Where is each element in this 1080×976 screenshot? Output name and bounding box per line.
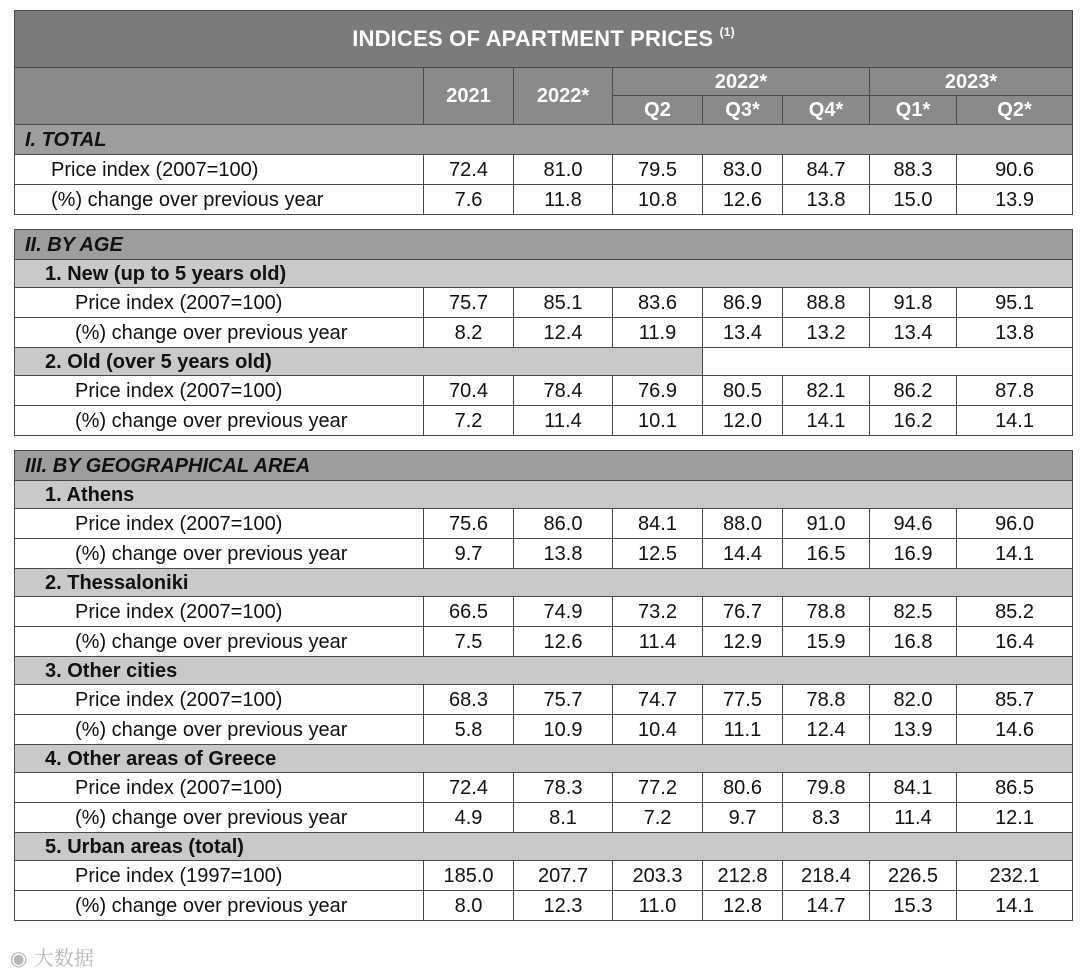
table-row bbox=[15, 597, 1073, 627]
cell: 12.5 bbox=[613, 539, 703, 569]
cell: 14.1 bbox=[783, 406, 870, 436]
cell: 203.3 bbox=[613, 861, 703, 891]
section-total bbox=[15, 125, 1073, 155]
cell: 72.4 bbox=[424, 155, 514, 185]
cell: 11.9 bbox=[613, 318, 703, 348]
cell: 12.1 bbox=[957, 803, 1073, 833]
header-blank bbox=[15, 68, 424, 125]
cell: 75.6 bbox=[424, 509, 514, 539]
row-label: (%) change over previous year bbox=[15, 318, 424, 348]
cell: 85.2 bbox=[957, 597, 1073, 627]
cell: 80.5 bbox=[703, 376, 783, 406]
cell: 10.4 bbox=[613, 715, 703, 745]
group-new bbox=[15, 260, 1073, 288]
header-q3-2022: Q3* bbox=[703, 96, 783, 125]
cell: 12.6 bbox=[514, 627, 613, 657]
cell: 7.6 bbox=[424, 185, 514, 215]
cell: 78.8 bbox=[783, 597, 870, 627]
cell: 13.8 bbox=[783, 185, 870, 215]
cell: 79.5 bbox=[613, 155, 703, 185]
table-row bbox=[15, 891, 1073, 921]
group-label: 2. Old (over 5 years old) bbox=[15, 348, 703, 376]
section-label: I. TOTAL bbox=[15, 125, 1073, 155]
cell: 16.9 bbox=[870, 539, 957, 569]
cell: 15.3 bbox=[870, 891, 957, 921]
cell: 13.9 bbox=[870, 715, 957, 745]
table-body bbox=[15, 125, 1073, 921]
cell: 80.6 bbox=[703, 773, 783, 803]
cell: 70.4 bbox=[424, 376, 514, 406]
cell: 87.8 bbox=[957, 376, 1073, 406]
cell: 12.3 bbox=[514, 891, 613, 921]
group-row bbox=[15, 657, 1073, 685]
row-label: Price index (2007=100) bbox=[15, 685, 424, 715]
section-label: III. BY GEOGRAPHICAL AREA bbox=[15, 451, 1073, 481]
cell: 85.7 bbox=[957, 685, 1073, 715]
cell: 9.7 bbox=[424, 539, 514, 569]
title-text: INDICES OF APARTMENT PRICES bbox=[352, 26, 714, 51]
title-footnote: (1) bbox=[719, 25, 735, 39]
row-label: Price index (2007=100) bbox=[15, 773, 424, 803]
cell: 96.0 bbox=[957, 509, 1073, 539]
cell: 9.7 bbox=[703, 803, 783, 833]
cell: 86.2 bbox=[870, 376, 957, 406]
cell: 74.7 bbox=[613, 685, 703, 715]
cell: 88.8 bbox=[783, 288, 870, 318]
cell: 207.7 bbox=[514, 861, 613, 891]
cell: 7.2 bbox=[424, 406, 514, 436]
cell: 5.8 bbox=[424, 715, 514, 745]
title-row bbox=[15, 11, 1073, 68]
table-row bbox=[15, 155, 1073, 185]
cell: 212.8 bbox=[703, 861, 783, 891]
cell: 66.5 bbox=[424, 597, 514, 627]
group-row bbox=[15, 569, 1073, 597]
table-title bbox=[15, 11, 1073, 68]
cell: 76.9 bbox=[613, 376, 703, 406]
group-blank bbox=[703, 348, 1073, 376]
cell: 15.0 bbox=[870, 185, 957, 215]
header-q1-2023: Q1* bbox=[870, 96, 957, 125]
cell: 73.2 bbox=[613, 597, 703, 627]
cell: 16.2 bbox=[870, 406, 957, 436]
header-2021: 2021 bbox=[424, 68, 514, 125]
group-label: 4. Other areas of Greece bbox=[15, 745, 1073, 773]
cell: 16.8 bbox=[870, 627, 957, 657]
table-row bbox=[15, 376, 1073, 406]
cell: 15.9 bbox=[783, 627, 870, 657]
group-row bbox=[15, 833, 1073, 861]
apartment-price-table bbox=[14, 10, 1073, 921]
header-row-1 bbox=[15, 68, 1073, 96]
cell: 84.7 bbox=[783, 155, 870, 185]
section-by-age bbox=[15, 230, 1073, 260]
cell: 13.4 bbox=[870, 318, 957, 348]
cell: 84.1 bbox=[613, 509, 703, 539]
row-label: (%) change over previous year bbox=[15, 185, 424, 215]
cell: 83.6 bbox=[613, 288, 703, 318]
cell: 7.5 bbox=[424, 627, 514, 657]
header-q2-2023: Q2* bbox=[957, 96, 1073, 125]
group-label: 1. New (up to 5 years old) bbox=[15, 260, 1073, 288]
cell: 12.0 bbox=[703, 406, 783, 436]
cell: 14.4 bbox=[703, 539, 783, 569]
cell: 78.8 bbox=[783, 685, 870, 715]
table-row bbox=[15, 715, 1073, 745]
spacer bbox=[15, 215, 1073, 230]
watermark: ◉ 大数据 bbox=[10, 946, 94, 970]
spacer-row bbox=[15, 436, 1073, 451]
header-group-2023: 2023* bbox=[870, 68, 1073, 96]
row-label: (%) change over previous year bbox=[15, 715, 424, 745]
cell: 11.8 bbox=[514, 185, 613, 215]
cell: 84.1 bbox=[870, 773, 957, 803]
row-label: Price index (2007=100) bbox=[15, 597, 424, 627]
cell: 13.4 bbox=[703, 318, 783, 348]
cell: 81.0 bbox=[514, 155, 613, 185]
cell: 8.1 bbox=[514, 803, 613, 833]
cell: 75.7 bbox=[424, 288, 514, 318]
header-q2-2022: Q2 bbox=[613, 96, 703, 125]
cell: 91.0 bbox=[783, 509, 870, 539]
header-group-2022: 2022* bbox=[613, 68, 870, 96]
cell: 8.3 bbox=[783, 803, 870, 833]
cell: 12.9 bbox=[703, 627, 783, 657]
cell: 78.3 bbox=[514, 773, 613, 803]
cell: 11.1 bbox=[703, 715, 783, 745]
cell: 12.4 bbox=[514, 318, 613, 348]
cell: 78.4 bbox=[514, 376, 613, 406]
cell: 75.7 bbox=[514, 685, 613, 715]
header-2022: 2022* bbox=[514, 68, 613, 125]
cell: 76.7 bbox=[703, 597, 783, 627]
row-label: Price index (2007=100) bbox=[15, 288, 424, 318]
cell: 86.0 bbox=[514, 509, 613, 539]
cell: 77.2 bbox=[613, 773, 703, 803]
cell: 82.0 bbox=[870, 685, 957, 715]
cell: 14.6 bbox=[957, 715, 1073, 745]
cell: 88.3 bbox=[870, 155, 957, 185]
cell: 10.1 bbox=[613, 406, 703, 436]
row-label: (%) change over previous year bbox=[15, 406, 424, 436]
spacer bbox=[15, 436, 1073, 451]
section-label: II. BY AGE bbox=[15, 230, 1073, 260]
table-row bbox=[15, 318, 1073, 348]
spacer-row bbox=[15, 215, 1073, 230]
table-container bbox=[14, 10, 1072, 921]
row-label: Price index (2007=100) bbox=[15, 155, 424, 185]
cell: 16.5 bbox=[783, 539, 870, 569]
group-row bbox=[15, 745, 1073, 773]
cell: 11.4 bbox=[514, 406, 613, 436]
cell: 12.4 bbox=[783, 715, 870, 745]
cell: 68.3 bbox=[424, 685, 514, 715]
cell: 226.5 bbox=[870, 861, 957, 891]
cell: 85.1 bbox=[514, 288, 613, 318]
group-label: 2. Thessaloniki bbox=[15, 569, 1073, 597]
cell: 72.4 bbox=[424, 773, 514, 803]
cell: 77.5 bbox=[703, 685, 783, 715]
cell: 10.9 bbox=[514, 715, 613, 745]
cell: 14.1 bbox=[957, 539, 1073, 569]
row-label: Price index (2007=100) bbox=[15, 376, 424, 406]
table-row bbox=[15, 803, 1073, 833]
cell: 90.6 bbox=[957, 155, 1073, 185]
cell: 16.4 bbox=[957, 627, 1073, 657]
row-label: (%) change over previous year bbox=[15, 627, 424, 657]
group-old bbox=[15, 348, 1073, 376]
cell: 95.1 bbox=[957, 288, 1073, 318]
cell: 11.0 bbox=[613, 891, 703, 921]
cell: 13.9 bbox=[957, 185, 1073, 215]
table-row bbox=[15, 509, 1073, 539]
row-label: Price index (2007=100) bbox=[15, 509, 424, 539]
cell: 82.1 bbox=[783, 376, 870, 406]
row-label: (%) change over previous year bbox=[15, 539, 424, 569]
table-row bbox=[15, 627, 1073, 657]
cell: 11.4 bbox=[870, 803, 957, 833]
cell: 86.5 bbox=[957, 773, 1073, 803]
cell: 14.1 bbox=[957, 406, 1073, 436]
group-row bbox=[15, 481, 1073, 509]
cell: 86.9 bbox=[703, 288, 783, 318]
cell: 82.5 bbox=[870, 597, 957, 627]
cell: 74.9 bbox=[514, 597, 613, 627]
group-label: 5. Urban areas (total) bbox=[15, 833, 1073, 861]
row-label: Price index (1997=100) bbox=[15, 861, 424, 891]
cell: 7.2 bbox=[613, 803, 703, 833]
cell: 14.1 bbox=[957, 891, 1073, 921]
cell: 11.4 bbox=[613, 627, 703, 657]
header-q4-2022: Q4* bbox=[783, 96, 870, 125]
table-row bbox=[15, 406, 1073, 436]
row-label: (%) change over previous year bbox=[15, 803, 424, 833]
table-row bbox=[15, 539, 1073, 569]
cell: 14.7 bbox=[783, 891, 870, 921]
cell: 10.8 bbox=[613, 185, 703, 215]
cell: 91.8 bbox=[870, 288, 957, 318]
cell: 94.6 bbox=[870, 509, 957, 539]
cell: 185.0 bbox=[424, 861, 514, 891]
group-label: 3. Other cities bbox=[15, 657, 1073, 685]
cell: 4.9 bbox=[424, 803, 514, 833]
cell: 12.8 bbox=[703, 891, 783, 921]
cell: 232.1 bbox=[957, 861, 1073, 891]
cell: 12.6 bbox=[703, 185, 783, 215]
cell: 83.0 bbox=[703, 155, 783, 185]
cell: 8.0 bbox=[424, 891, 514, 921]
cell: 79.8 bbox=[783, 773, 870, 803]
table-row bbox=[15, 685, 1073, 715]
group-label: 1. Athens bbox=[15, 481, 1073, 509]
cell: 13.8 bbox=[957, 318, 1073, 348]
table-row bbox=[15, 773, 1073, 803]
section-by-geo bbox=[15, 451, 1073, 481]
table-row bbox=[15, 861, 1073, 891]
table-row bbox=[15, 288, 1073, 318]
cell: 13.2 bbox=[783, 318, 870, 348]
table-row bbox=[15, 185, 1073, 215]
cell: 88.0 bbox=[703, 509, 783, 539]
cell: 13.8 bbox=[514, 539, 613, 569]
cell: 8.2 bbox=[424, 318, 514, 348]
row-label: (%) change over previous year bbox=[15, 891, 424, 921]
cell: 218.4 bbox=[783, 861, 870, 891]
